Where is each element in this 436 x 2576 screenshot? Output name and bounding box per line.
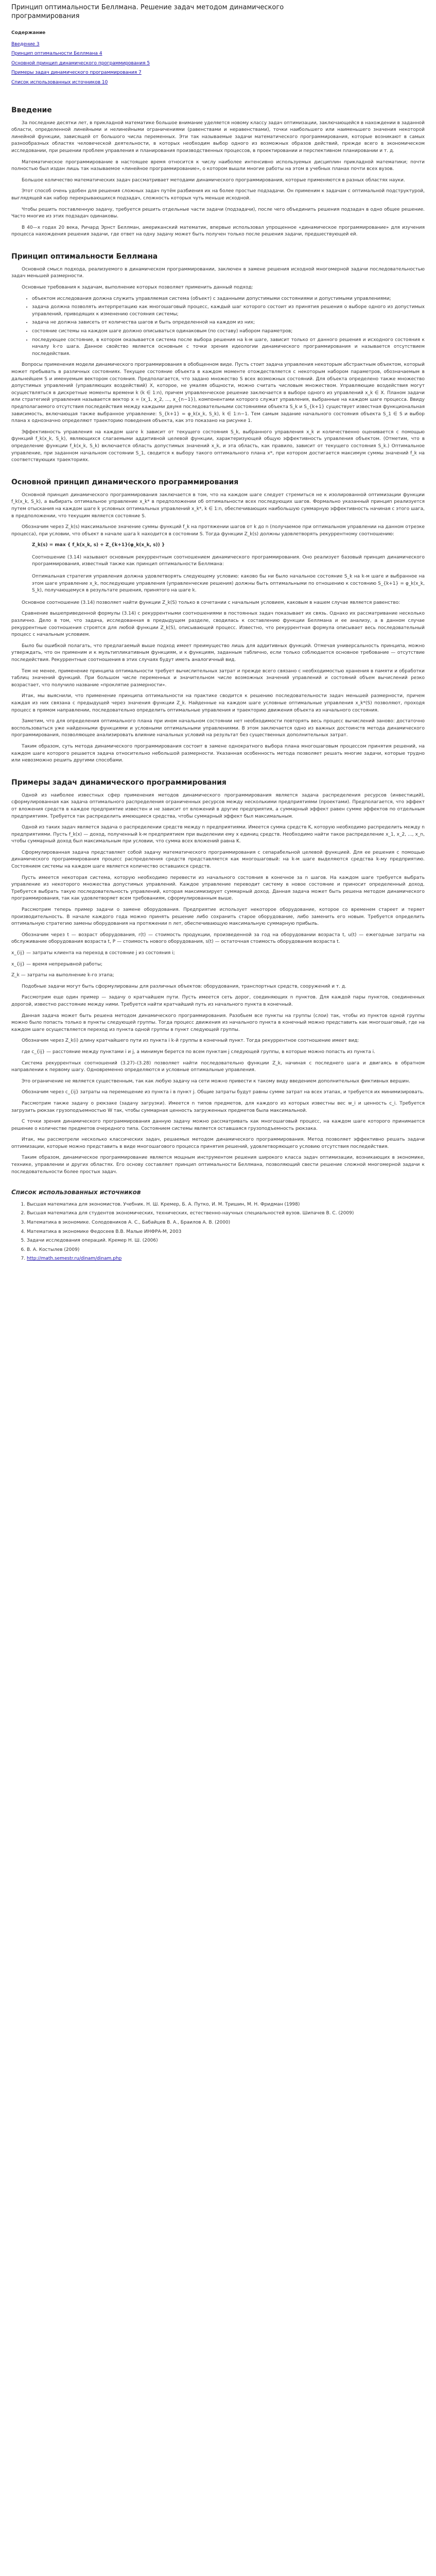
section-examples [11,778,425,1176]
paragraph: Основной принцип динамического программирования заключается в том, что на каждом шаге следует стремиться не к изолированной оптимизации функции f_k(x_k, S_k), а выбирать оптимальное управление x_k* в предположении об оптимальности всех последующих шагов. Формально указанный принцип реализуется путем отыскания на каждом шаге k условных оптимальных управлений x_k*, k ∈ 1:n, обеспечивающих наибольшую суммарную эффективность начиная с этого шага, в предположении, что текущим является состояние S. [11,492,425,519]
section-main-principle [11,478,425,765]
section-heading: Основной принцип динамического программирования [11,478,239,486]
paragraph: Рассмотрим также задачу о рюкзаке (задачу загрузки). Имеется n типов предметов, для каждого из которых известны вес w_i и ценность c_i. Требуется загрузить рюкзак грузоподъемностью W так, чтобы суммарная ценность загруженных предметов была максимальной. [11,1100,425,1113]
paragraph: Рассмотрим еще один пример — задачу о кратчайшем пути. Пусть имеется сеть дорог, соединяющих n пунктов. Для каждой пары пунктов, соединенных дорогой, известно расстояние между ними. Требуется найти кратчайший путь из начального пункта в конечный. [11,995,425,1007]
paragraph: Это ограничение не является существенным, так как любую задачу на сети можно привести к такому виду введением дополнительных фиктивных вершин. [22,1078,410,1084]
paragraph: Эффективность управления на каждом шаге k зависит от текущего состояния S_k, выбранного управления x_k и количественно оценивается с помощью функций f_k(x_k, S_k), являющихся слагаемыми аддитивной целевой функции, характеризующей общую эффективность управления объектом. (Отметим, что в определение функции f_k(x_k, S_k) включается область допустимых значений x_k, и эта область, как правило, зависит от текущего состояния S_k.) Оптимальное управление, при заданном начальном состоянии S_1, сводится к выбору такого оптимального плана x*, при котором достигается максимум суммы значений f_k на соответствующих траекториях. [11,429,425,463]
list-item: 3. Математика в экономике. Солодовников А. С., Бабайцев В. А., Браилов А. В. (2000) [27,1219,425,1227]
list-item: 4. Математика в экономике Федосеев В.В. Малые ИНФРА-М, 2003 [27,1229,425,1236]
paragraph: Обозначим через Z_k(s) максимальное значение суммы функций f_k на протяжении шагов от k до n (получаемое при оптимальном управлении на данном отрезке процесса), при условии, что объект в начале шага k находится в состоянии S. Тогда функции Z_k(s) должны удовлетворять рекуррентному соотношению: [11,524,425,537]
paragraph: Таким образом, суть метода динамического программирования состоит в замене однократного выбора плана многошаговым процессом принятия решений, на каждом шаге которого решается задача относительно небольшой размерности. Указанная особенность метода позволяет решать многие задачи, которые трудно или невозможно решить другими способами. [11,743,425,764]
toc-link-intro[interactable]: Введение 3 [11,41,40,47]
paragraph: Z_k — затраты на выполнение k-го этапа; [11,973,114,978]
paragraph: Основной смысл подхода, реализуемого в динамическом программировании, заключен в замене решения исходной многомерной задачи последовательностью задач меньшей размерности. [11,266,425,279]
paragraph: Основное соотношение (3.14) позволяет найти функции Z_k(S) только в сочетании с начальным условием, каковым в нашем случае является равенство: [22,600,400,605]
paragraph: x_{ij} — затраты клиента на переход в состояние j из состояния i; [11,951,175,956]
paragraph: С точки зрения динамического программирования данную задачу можно рассматривать как многошаговый процесс, на каждом шаге которого принимается решение о количестве предметов очередного типа. Состоянием системы является оставшаяся грузоподъемность рюкзака. [11,1119,425,1131]
paragraph: Обозначим через Z_k(i) длину кратчайшего пути из пункта i k-й группы в конечный пункт. Тогда рекуррентное соотношение имеет вид: [22,1038,359,1044]
paragraph: Этот способ очень удобен для решения сложных задач путём разбиения их на более простые подзадачи. Он применим к задачам с оптимальной подструктурой, выглядящей как набор перекрывающихся подзадач, сложность которых чуть меньше исходной. [11,189,425,201]
paragraph: Заметим, что для определения оптимального плана при ином начальном состоянии нет необходимости повторять весь процесс вычислений заново: достаточно воспользоваться уже найденными функциями и условными оптимальными управлениями. В этом заключается одно из важных достоинств метода динамического программирования, позволяющее анализировать влияние начальных условий на результат без существенных дополнительных затрат. [11,719,425,738]
list-item [27,1256,425,1263]
paragraph: x_{ij} — время непрерывной работы; [11,961,103,967]
formula: Z_k(s) = max { f_k(x_k, s) + Z_{k+1}(φ_k(x_k, s)) } [32,543,165,548]
toc-link-examples[interactable]: Примеры задач динамического программирования 7 [11,70,142,76]
toc-link-main-principle[interactable]: Основной принцип динамического программирования 5 [11,60,150,66]
paragraph: Обозначим через t — возраст оборудования, r(t) — стоимость продукции, произведенной за год на оборудовании возраста t, u(t) — ежегодные затраты на обслуживание оборудования возраста t, P — стоимость нового оборудования, s(t) — остаточная стоимость оборудования возраста t. [11,932,425,945]
section-intro [11,106,425,239]
paragraph: Данная задача может быть решена методом динамического программирования. Разобьем все пункты на группы (слои) так, чтобы из пунктов одной группы можно было попасть только в пункты следующей группы. Тогда процесс движения из начального пункта в конечный можно представить как многошаговый, где на каждом шаге осуществляется переход из пункта одной группы в пункт следующей группы. [11,1013,425,1032]
paragraph: Вопросы применения модели динамического программирования в обобщенном виде. Пусть стоит задача управления некоторым абстрактным объектом, который может пребывать в различных состояниях. Текущее состояние объекта в каждом моменте отождествляется с некоторым набором параметров, обозначаемым в дальнейшем S и именуемым вектором состояния. Предполагается, что задано множество S всех возможных состояний. Для объекта определено также множество допустимых управлений (управляющих воздействий) X, которое, не умаляя общности, можно считать числовым множеством. Управляющие воздействия могут осуществляться в дискретные моменты времени k (k ∈ 1:n), причем управленческое решение заключается в выборе одного из управлений x_k ∈ X. Планом задачи или стратегией управления называется вектор x = (x_1, x_2, ..., x_{n−1}), компонентами которого служат управления, выбранные на каждом шаге процесса. Ввиду предполагаемого отсутствия последействия между каждыми двумя последовательными состояниями объекта S_k и S_{k+1} существует известная функциональная зависимость, включающая также выбранное управление: S_{k+1} = φ_k(x_k, S_k), k ∈ 1:n−1. Тем самым задание начального состояния объекта S_1 ∈ S и выбор плана x однозначно определяют траекторию поведения объекта, как это показано на рисунке 1. [11,362,425,424]
paragraph: Основные требования к задачам, выполнение которых позволяет применить данный подход: [22,285,253,291]
list-item: 1. Высшая математика для экономистов. Учебник. Н. Ш. Кремер, Б. А. Путко, И. М. Тришин, М. Н. Фридман (1998) [27,1201,425,1209]
paragraph: Большое количество математических задач рассматривает методами динамического программирования, которые применяются в разных областях науки. [22,177,405,183]
section-heading: Принцип оптимальности Беллмана [11,252,158,261]
paragraph: Рассмотрим теперь пример задачи о замене оборудования. Предприятие использует некоторое оборудование, которое со временем стареет и теряет производительность. В начале каждого года можно принять решение либо сохранить старое оборудование, либо заменить его новым. Требуется определить оптимальную стратегию замены оборудования на протяжении n лет, обеспечивающую максимальную суммарную прибыль. [11,907,425,927]
list-item: 6. В. А. Костылев (2009) [27,1247,425,1254]
section-literature [11,1189,425,1263]
paragraph: В 40—х годах 20 века, Ричард Эрнст Беллман, американский математик, впервые использовал упрощенное «динамическое программирование» для изучения процесса нахождения решения задачи, где ответ на одну задачу может быть получен только после решения задачи, предшествующей ей. [11,225,425,238]
paragraph: Сравнение вышеприведенной формулы (3.14) с рекуррентными соотношениями в постоянных задач показывает их связь. Однако их рассматривание несколько различно. Дело в том, что задача, исследованная в предыдущем разделе, сводилась к составлению функции Беллмана и ее анализу, а в данном случае рекуррентные соотношения строятся для любой функции Z_k(S), описывающей процесс. Известно, что рекуррентная формула описывает весь последовательный процесс с начальным условием. [11,611,425,638]
paragraph: Таким образом, динамическое программирование является мощным инструментом решения широкого класса задач оптимизации, возникающих в экономике, технике, управлении и других областях. Его основу составляет принцип оптимальности Беллмана, позволяющий свести решение сложной многомерной задачи к последовательности более простых задач. [11,1155,425,1175]
list-item: • объектом исследования должна служить управляемая система (объект) с заданными допустимыми состояниями и допустимыми управлениями; [32,296,425,303]
list-item: • задача не должна зависеть от количества шагов и быть определенной на каждом из них; [32,319,425,327]
formula-note: Соотношение (3.14) называют основным рекуррентным соотношением динамического программирования. Оно реализует базовый принцип динамического программирования, известный также как принцип оптимальности Беллмана: [32,554,425,567]
section-bellman [11,252,425,464]
paragraph: Чтобы решить поставленную задачу, требуется решить отдельные части задачи (подзадачи), после чего объединить решения подзадач в одно общее решение. Часто многие из этих подзадач одинаковы. [11,207,425,219]
literature-list [11,1201,425,1263]
list-item: • последующее состояние, в котором оказывается система после выбора решения на k-м шаге, зависит только от данного решения и исходного состояния к началу k-го шага. Данное свойство является основным с точки зрения идеологии динамического программирования и называется отсутствием последействия. [32,337,425,358]
list-item: 5. Задачи исследования операций. Кремер Н. Ш. (2006) [27,1238,425,1245]
toc-heading: Содержание [11,30,46,36]
paragraph: Математическое программирование в настоящее время относится к числу наиболее интенсивно используемых дисциплин прикладной математики; почти полностью был издан лишь так называемое «линейное программирование», о котором вышли многие работы на этом в учебных планах почти всех вузов. [11,159,425,172]
paragraph: Итак, мы рассмотрели несколько классических задач, решаемых методом динамического программирования. Метод позволяет эффективно решать задачи оптимизации, которые можно представить в виде многошагового процесса принятия решений, удовлетворяющего условию отсутствия последействия. [11,1137,425,1149]
document-title: Принцип оптимальности Беллмана. Решение задач методом динамического программирования [11,4,284,20]
principle-quote: Оптимальная стратегия управления должна удовлетворять следующему условию: каково бы ни было начальное состояние S_k на k-м шаге и выбранное на этом шаге управление x_k, последующие управления (управленческие решения) должны быть оптимальными по отношению к состоянию S_{k+1} = φ_k(x_k, S_k), получающемуся в результате решения, принятого на шаге k. [32,574,425,594]
table-of-contents [11,30,425,87]
paragraph: Тем не менее, применение принципа оптимальности требует вычислительных затрат и прежде всего связано с необходимостью хранения в памяти и обработки таблиц значений функций. При большом числе переменных и значительном числе возможных значений управлений и состояний объем вычислений резко возрастает, что получило название «проклятие размерности». [11,668,425,688]
paragraph: Сформулированная задача представляет собой задачу математического программирования с сепарабельной целевой функцией. Для ее решения с помощью динамического программирования процесс распределения средств представляется как многошаговый: на k-м шаге выделяются средства k-му предприятию. Состоянием системы на каждом шаге является количество оставшихся средств. [11,850,425,870]
paragraph: Одной из наиболее известных сфер применения методов динамического программирования является задача распределения ресурсов (инвестиций), сформулированная как задача оптимального распределения ограниченных ресурсов между несколькими предприятиями (проектами). Предполагается, что эффект от вложения средств в каждое предприятие известен и не зависит от вложений в другие предприятия, а суммарный эффект равен сумме эффектов по отдельным предприятиям. Требуется так распределить имеющиеся средства, чтобы суммарный эффект был максимальным. [11,792,425,819]
source-link[interactable]: http://math.semestr.ru/dinam/dinam.php [27,1256,122,1262]
paragraph: Подобные задачи могут быть сформулированы для различных объектов: оборудования, транспортных средств, сооружений и т. д. [22,984,347,989]
list-item: • задача должна позволять интерпретацию как многошаговый процесс, каждый шаг которого состоит из принятия решения о выборе одного из допустимых управлений, приводящих к изменению состояния системы; [32,304,425,318]
paragraph: Система рекуррентных соотношений (3.27)–(3.28) позволяет найти последовательно функции Z_k, начиная с последнего шага и двигаясь в обратном направлении к первому шагу. Одновременно определяются и условные оптимальные управления. [11,1060,425,1073]
toc-link-literature[interactable]: Список использованных источников 10 [11,79,108,85]
paragraph: Было бы ошибкой полагать, что предлагаемый выше подход имеет преимущество лишь для аддитивных функций. Отмечая универсальность принципа, можно утверждать, что он применим и к мультипликативным функциям, и к функциям, заданным таблично, если только соблюдается основное требование — отсутствие последействия. Рекуррентные соотношения в этих случаях будут иметь аналогичный вид. [11,643,425,663]
paragraph: За последние десятки лет, в прикладной математике большое внимание уделяется новому классу задач оптимизации, заключающейся в нахождении в заданной области, определенной линейными и нелинейными ограничениями (равенствами и неравенствами), точки наибольшего или наименьшего значения некоторой линейной функции, зависящей от большого числа переменных. Эти так называемые задачи математического программирования, которые возникают в самых разнообразных областях человеческой деятельности, в которых необходим выбор одного из возможных образов действий, прежде всего в экономическом исследовании, при решении проблем управления и планирования производственных процессов, в проектировании и перспективном планировании и т. д. [11,120,425,154]
paragraph: где c_{ij} — расстояние между пунктами i и j, а минимум берется по всем пунктам j следующей группы, в которые можно попасть из пункта i. [22,1049,375,1055]
paragraph: Обозначим через c_{ij} затраты на перемещение из пункта i в пункт j. Общие затраты будут равны сумме затрат на всех этапах, и требуется их минимизировать. [22,1090,425,1095]
section-heading: Список использованных источников [11,1189,141,1196]
toc-link-bellman[interactable]: Принцип оптимальности Беллмана 4 [11,51,102,57]
paragraph: Итак, мы выяснили, что применение принципа оптимальности на практике сводится к решению последовательности задач меньшей размерности, причем каждая из них связана с предыдущей через значения функции Z_k. Найденные на каждом шаге условные оптимальные управления x_k*(S) позволяют, проходя процесс в прямом направлении, последовательно определить оптимальные управления и траекторию движения объекта из начального состояния. [11,693,425,713]
document-page [0,0,436,1277]
section-heading: Примеры задач динамического программирования [11,778,226,787]
paragraph: Пусть имеется некоторая система, которую необходимо перевести из начального состояния в конечное за n шагов. На каждом шаге требуется выбрать управление из некоторого множества допустимых управлений. Каждое управление переводит систему в новое состояние и приносит определенный доход. Требуется выбрать такую последовательность управлений, которая максимизирует суммарный доход. Данная задача может быть решена методом динамического программирования, так как удовлетворяет всем требованиям, сформулированным выше. [11,875,425,902]
section-heading: Введение [11,106,52,114]
requirements-list [11,296,425,358]
list-item: • состояние системы на каждом шаге должно описываться одинаковым (по составу) набором параметров; [32,328,425,335]
list-item: 2. Высшая математика для студентов экономических, технических, естественно-научных специальностей вузов. Шипачев В. С. (2009) [27,1210,425,1217]
paragraph: Одной из таких задач является задача о распределении средств между n предприятиями. Имеется сумма средств K, которую необходимо распределить между n предприятиями. Пусть f_k(x) — доход, полученный k-м предприятием при выделении ему x единиц средств. Необходимо найти такое распределение x_1, x_2, ..., x_n, чтобы суммарный доход был максимальным при условии, что сумма всех вложений равна K. [11,825,425,844]
